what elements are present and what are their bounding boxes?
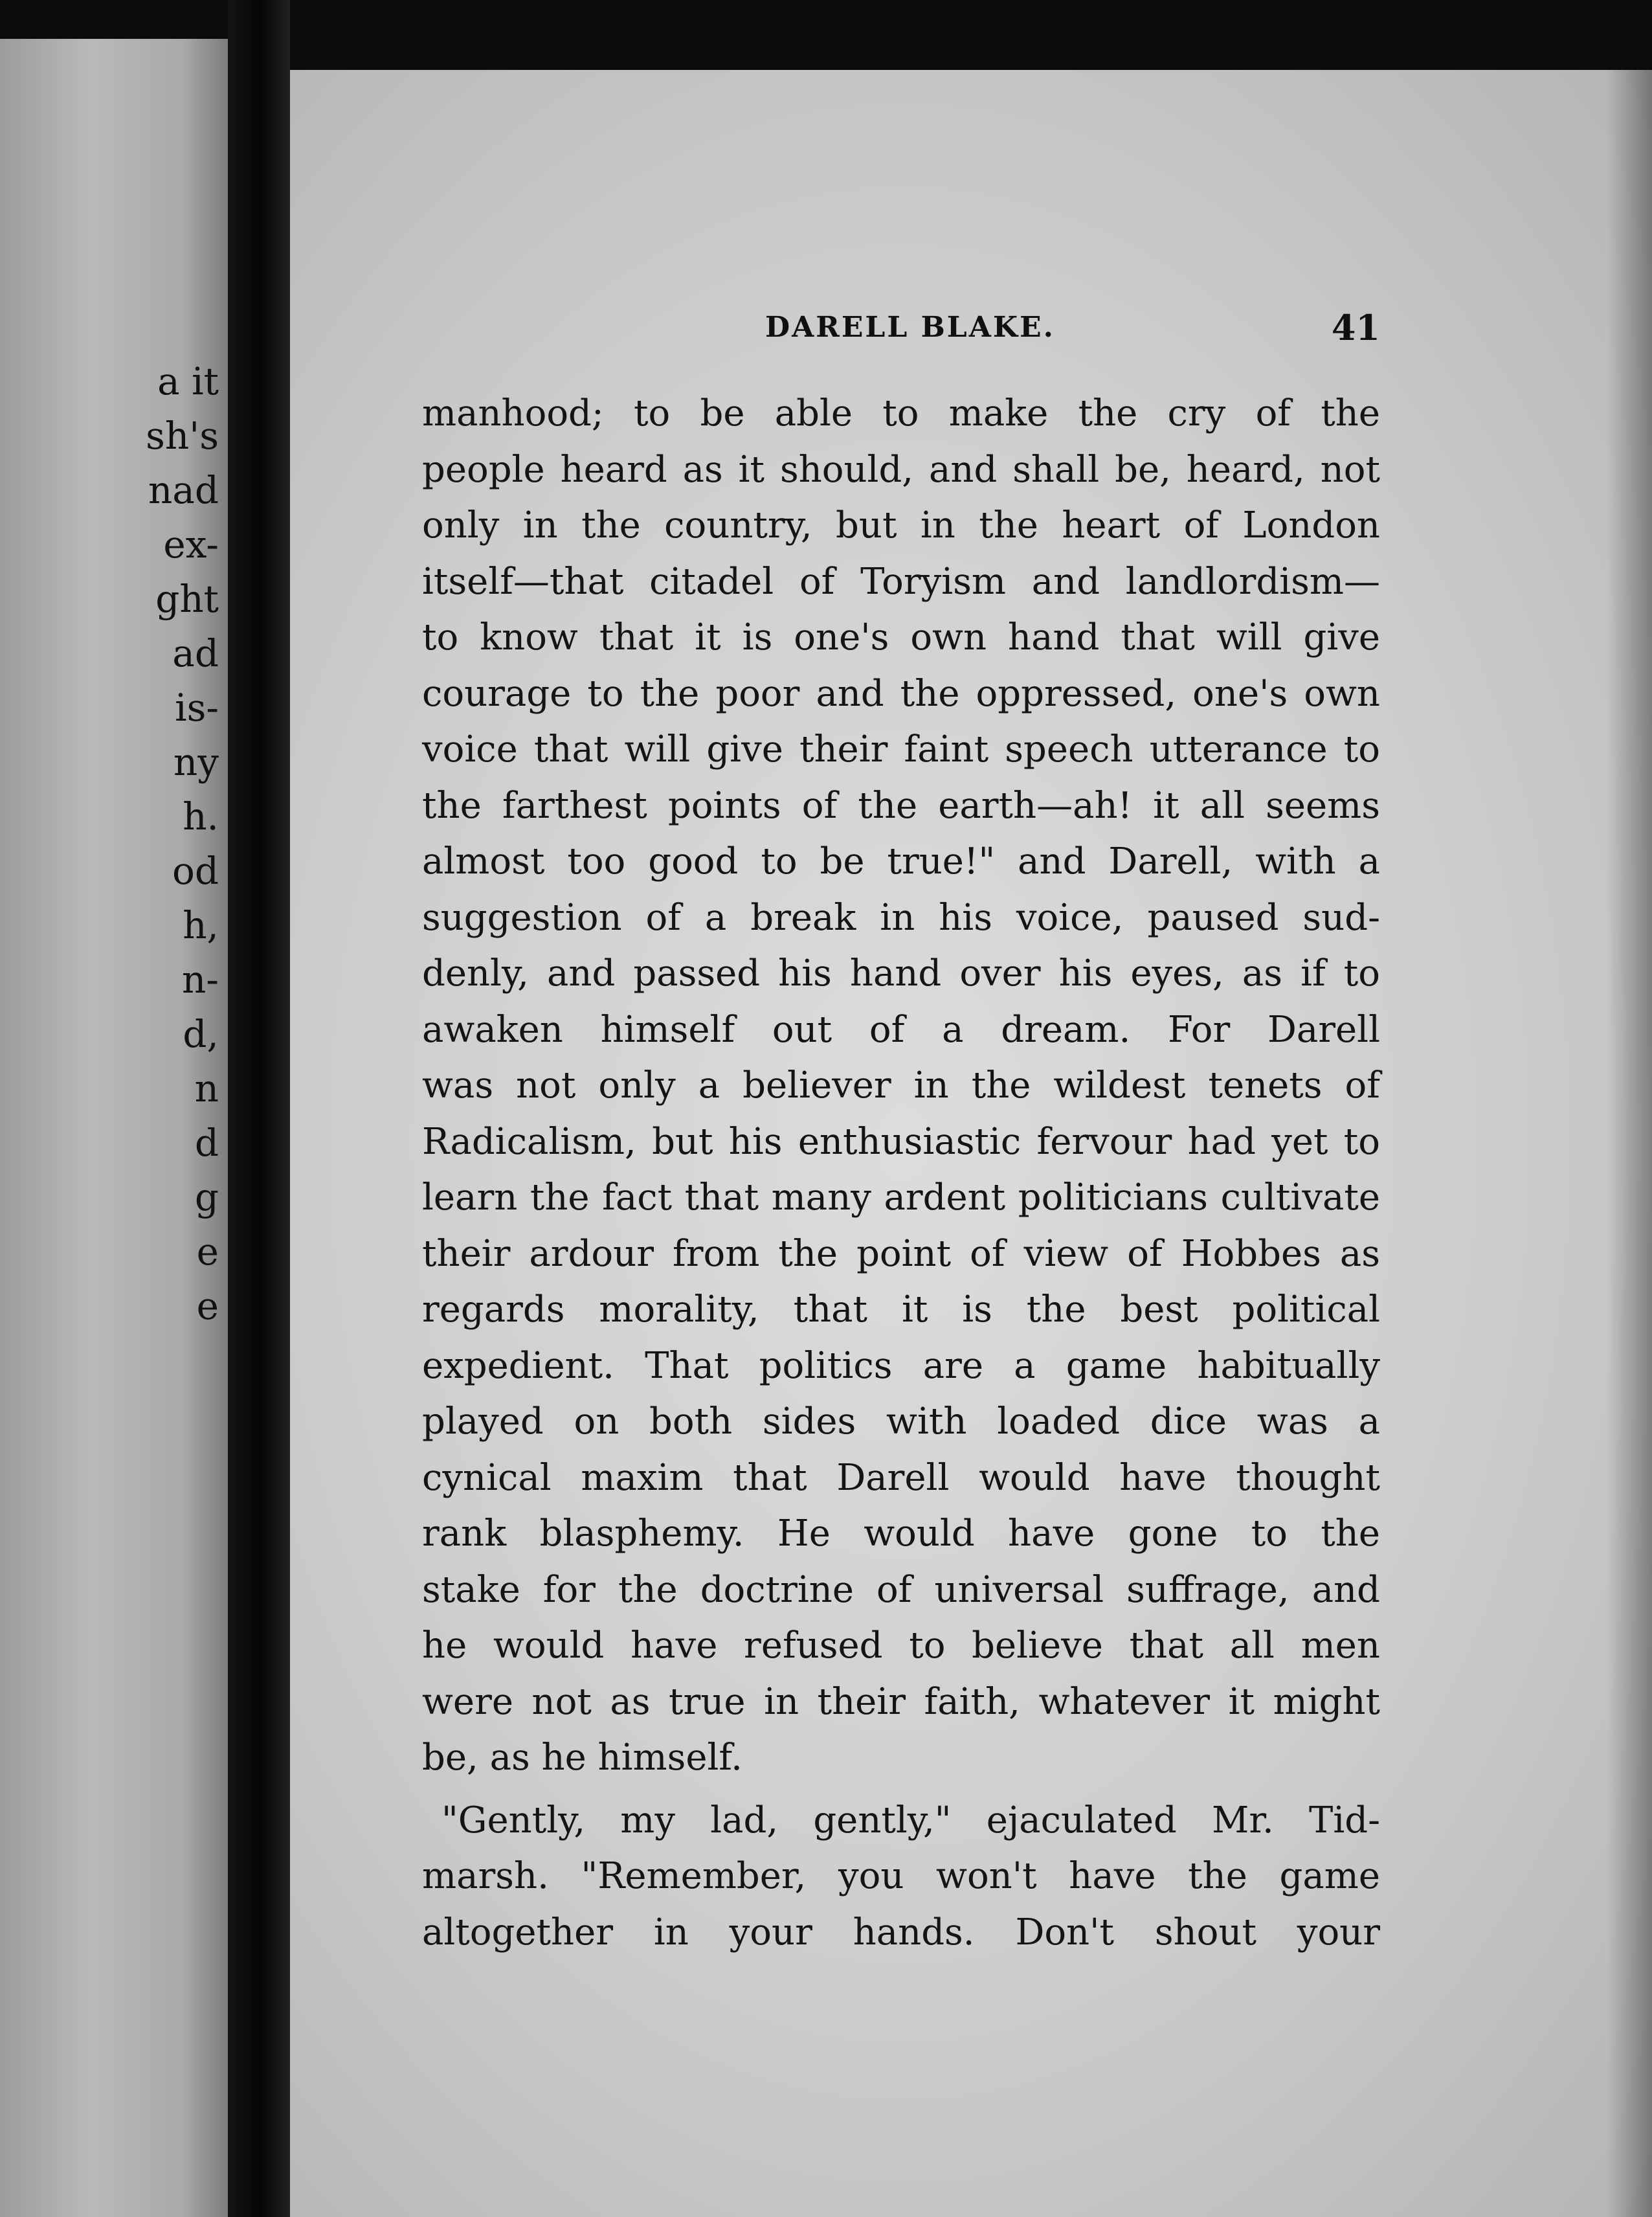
text-line: played on both sides with loaded dice was a [422, 1401, 1380, 1443]
page-number: 41 [1331, 307, 1380, 348]
text-line: itself—that citadel of Toryism and landlordism— [422, 560, 1380, 603]
text-line: be, as he himself. [422, 1737, 742, 1779]
left-page-fragment: n- [182, 958, 219, 1002]
left-page-fragment: n [194, 1066, 219, 1110]
left-page-fragment: a it [157, 359, 219, 403]
text-line: were not as true in their faith, whatever it might [422, 1680, 1380, 1723]
text-line: the farthest points of the earth—ah! it all seems [422, 784, 1380, 827]
text-line: expedient. That politics are a game habitually [422, 1344, 1380, 1387]
left-page-fragment: d [194, 1121, 219, 1165]
body-text [422, 386, 1380, 1961]
text-line: courage to the poor and the oppressed, one's own [422, 672, 1380, 715]
book-binding-gutter [228, 0, 290, 2217]
paragraph [422, 386, 1380, 1786]
paragraph [422, 1793, 1380, 1961]
text-line: he would have refused to believe that all men [422, 1625, 1380, 1667]
text-line: stake for the doctrine of universal suffrage, and [422, 1568, 1380, 1611]
left-page-fragment: h. [183, 794, 219, 838]
running-title: DARELL BLAKE. [765, 311, 1055, 344]
left-page-fragment: h, [183, 903, 219, 947]
text-line: altogether in your hands. Don't shout your [422, 1911, 1380, 1953]
left-page-fragment: is- [175, 686, 219, 730]
text-line: rank blasphemy. He would have gone to the [422, 1513, 1380, 1555]
text-line: their ardour from the point of view of Hobbes as [422, 1232, 1380, 1275]
left-page-fragment: sh's [146, 414, 219, 458]
left-page-fragment: ex- [163, 523, 219, 567]
text-line: Radicalism, but his enthusiastic fervour had yet to [422, 1120, 1380, 1163]
text-line: suggestion of a break in his voice, paused sud- [422, 896, 1380, 939]
left-page-fragment: ght [155, 577, 219, 621]
left-page-fragment: ny [173, 740, 219, 784]
text-line: awaken himself out of a dream. For Darell [422, 1008, 1380, 1051]
page-header [422, 307, 1380, 352]
text-line: marsh. "Remember, you won't have the game [422, 1855, 1380, 1897]
text-line: denly, and passed his hand over his eyes, as if to [422, 952, 1380, 995]
text-line: "Gently, my lad, gently," ejaculated Mr. Tid- [441, 1799, 1380, 1841]
text-line: regards morality, that it is the best political [422, 1289, 1380, 1331]
text-line: only in the country, but in the heart of London [422, 504, 1380, 546]
previous-page-edge [0, 39, 228, 2217]
text-line: voice that will give their faint speech utterance to [422, 728, 1380, 771]
text-line: people heard as it should, and shall be, heard, not [422, 448, 1380, 491]
text-line: learn the fact that many ardent politicians cultivate [422, 1176, 1380, 1219]
left-page-fragment: e [196, 1230, 219, 1274]
text-line: cynical maxim that Darell would have thought [422, 1456, 1380, 1499]
left-page-fragment: g [194, 1175, 219, 1219]
left-page-fragment: nad [148, 468, 219, 512]
left-page-fragment: d, [183, 1012, 219, 1056]
text-line: manhood; to be able to make the cry of the [422, 392, 1380, 434]
text-line: was not only a believer in the wildest tenets of [422, 1064, 1380, 1107]
left-page-fragment: od [172, 849, 219, 893]
text-line: to know that it is one's own hand that will give [422, 616, 1380, 658]
left-page-fragment: ad [172, 631, 219, 675]
text-line: almost too good to be true!" and Darell, with a [422, 840, 1380, 883]
left-page-fragment: e [196, 1284, 219, 1328]
